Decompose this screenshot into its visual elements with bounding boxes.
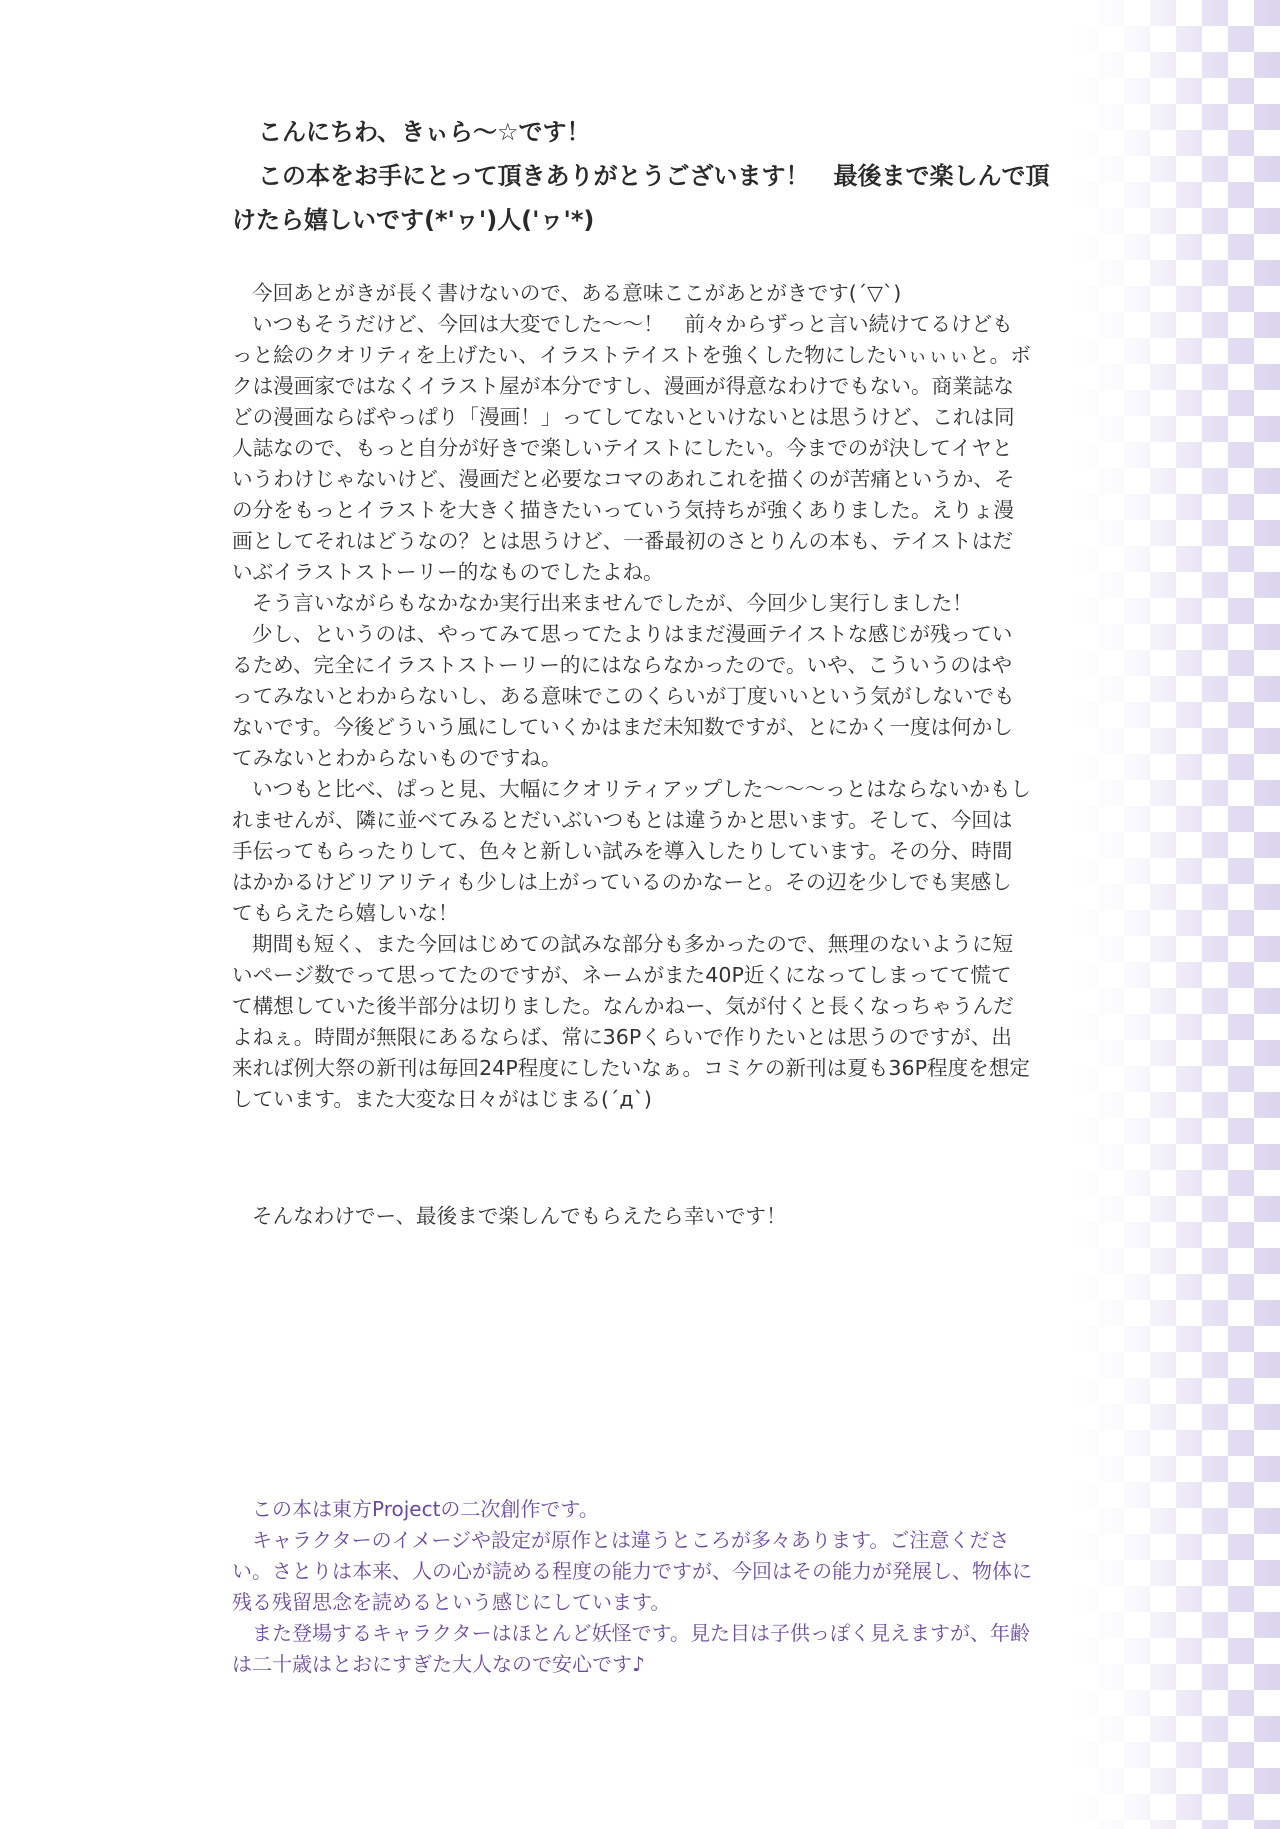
notes-paragraph: キャラクターのイメージや設定が原作とは違うところが多々あります。ご注意ください。さとりは本来、人の心が読める程度の能力ですが、今回はその能力が発展し、物体に残る残留思念を読めるという感じにしています。 <box>232 1528 1032 1614</box>
afterword-paragraph: いつもそうだけど、今回は大変でした～～！ 前々からずっと言い続けてるけどもっと絵のクオリティを上げたい、イラストテイストを強くした物にしたいぃぃぃと。ボクは漫画家ではなくイラスト屋が本分ですし、漫画が得意なわけでもない。商業誌などの漫画ならばやっぱり「漫画！」ってしてないといけないとは思うけど、これは同人誌なので、もっと自分が好きで楽しいテイストにしたい。今までのが決してイヤというわけじゃないけど、漫画だと必要なコマのあれこれを描くのが苦痛というか、その分をもっとイラストを大きく描きたいっていう気持ちが強くありました。えりょ漫画としてそれはどうなの？とは思うけど、一番最初のさとりんの本も、テイストはだいぶイラストストーリー的なものでしたよね。 <box>232 312 1031 584</box>
notes-paragraph: また登場するキャラクターはほとんど妖怪です。見た目は子供っぽく見えますが、年齢は二十歳はとおにすぎた大人なので安心です♪ <box>232 1621 1030 1676</box>
greeting-line-3: けたら嬉しいです(*'ヮ')人('ヮ'*) <box>232 206 595 234</box>
afterword-paragraph: そう言いながらもなかなか実行出来ませんでしたが、今回少し実行しました！ <box>252 591 973 615</box>
checkered-border-fade <box>1072 0 1280 1829</box>
afterword-paragraph: 今回あとがきが長く書けないので、ある意味ここがあとがきです(´▽`) <box>252 281 902 305</box>
afterword-body <box>232 278 1032 1115</box>
disclaimer-notes <box>232 1494 1032 1680</box>
greeting-line-1: こんにちわ、きぃら～☆です！ <box>258 118 591 146</box>
afterword-paragraph: いつもと比べ、ぱっと見、大幅にクオリティアップした～～～っとはならないかもしれませんが、隣に並べてみるとだいぶいつもとは違うかと思います。そして、今回は手伝ってもらったりして、色々と新しい試みを導入したりしています。その分、時間はかかるけどリアリティも少しは上がっているのかなーと。その辺を少しでも実感してもらえたら嬉しいな！ <box>232 777 1032 925</box>
afterword-paragraph: 少し、というのは、やってみて思ってたよりはまだ漫画テイストな感じが残っているため、完全にイラストストーリー的にはならなかったので。いや、こういうのはやってみないとわからないし、ある意味でこのくらいが丁度いいという気がしないでもないです。今後どういう風にしていくかはまだ未知数ですが、とにかく一度は何かしてみないとわからないものですね。 <box>232 622 1015 770</box>
greeting-line-2: この本をお手にとって頂きありがとうございます！ 最後まで楽しんで頂 <box>258 162 1050 190</box>
afterword-paragraph: 期間も短く、また今回はじめての試みな部分も多かったので、無理のないように短いページ数でって思ってたのですが、ネームがまた40P近くになってしまってて慌てて構想していた後半部分は切りました。なんかねー、気が付くと長くなっちゃうんだよねぇ。時間が無限にあるならば、常に36Pくらいで作りたいとは思うのですが、出来れば例大祭の新刊は毎回24P程度にしたいなぁ。コミケの新刊は夏も36P程度を想定しています。また大変な日々がはじまる(´д`) <box>232 932 1031 1111</box>
greeting-block <box>232 110 1050 242</box>
closing-line: そんなわけでー、最後まで楽しんでもらえたら幸いです！ <box>252 1204 787 1228</box>
notes-paragraph: この本は東方Projectの二次創作です。 <box>252 1497 599 1521</box>
